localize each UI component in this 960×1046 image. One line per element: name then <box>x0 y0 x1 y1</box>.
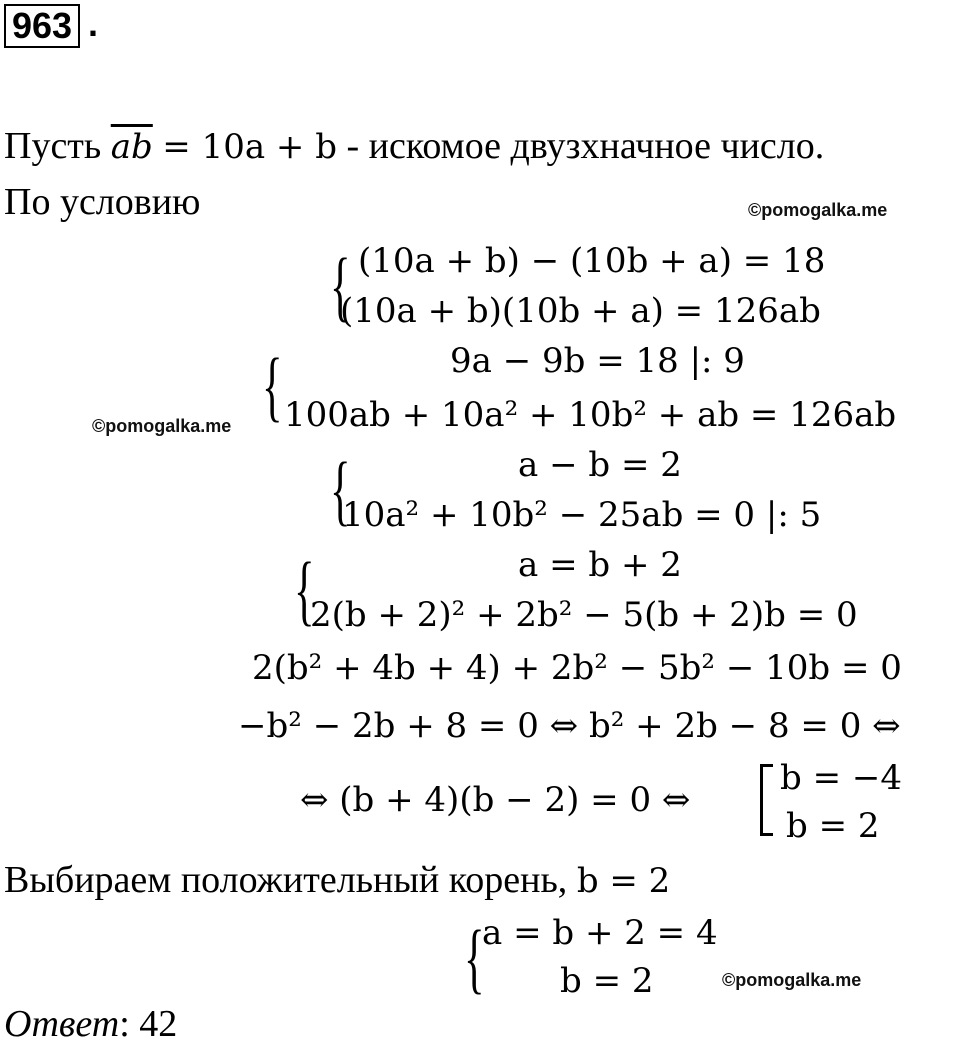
root-1: b = −4 <box>780 758 902 798</box>
brace-icon: { <box>464 914 485 1001</box>
system-3-line-1: a − b = 2 <box>518 445 682 485</box>
problem-number: 963 <box>4 4 80 48</box>
intro-equation: = 10a + b <box>162 127 337 167</box>
problem-number-dot: . <box>88 3 99 44</box>
system-2-line-2: 100ab + 10a² + 10b² + ab = 126ab <box>284 395 897 435</box>
choose-text: Выбираем положительный корень, <box>4 859 568 901</box>
intro-number-ab: $\overline{ab}$ <box>110 127 153 167</box>
brace-icon: { <box>262 342 283 429</box>
choose-line <box>4 858 670 903</box>
square-bracket-icon <box>760 764 773 836</box>
system-4-line-1: a = b + 2 <box>518 545 682 585</box>
equation-line-5: 2(b² + 4b + 4) + 2b² − 5b² − 10b = 0 <box>252 648 902 688</box>
answer-label: Ответ <box>4 1003 120 1045</box>
system-2-line-1: 9a − 9b = 18 |: 9 <box>450 341 745 381</box>
answer-line <box>4 1002 177 1046</box>
brace-icon: { <box>330 242 351 329</box>
system-4-line-2: 2(b + 2)² + 2b² − 5(b + 2)b = 0 <box>310 595 858 635</box>
system-3-line-2: 10a² + 10b² − 25ab = 0 |: 5 <box>342 495 822 535</box>
equation-line-6: −b² − 2b + 8 = 0 ⇔ b² + 2b − 8 = 0 ⇔ <box>238 706 901 746</box>
brace-icon: { <box>330 446 351 533</box>
watermark: ©pomogalka.me <box>92 416 232 436</box>
equation-line-7: ⇔ (b + 4)(b − 2) = 0 ⇔ <box>300 780 691 820</box>
watermark: ©pomogalka.me <box>748 200 888 220</box>
condition-text: По условию <box>4 181 201 223</box>
brace-icon: { <box>294 546 315 633</box>
choose-equation: b = 2 <box>576 861 671 901</box>
intro-rest: - искомое двузхначное число. <box>346 125 825 167</box>
intro-line <box>4 124 824 169</box>
system-final-line-1: a = b + 2 = 4 <box>482 913 718 953</box>
system-1-line-2: (10a + b)(10b + a) = 126ab <box>340 291 821 331</box>
system-final-line-2: b = 2 <box>560 961 654 1001</box>
system-1-line-1: (10a + b) − (10b + a) = 18 <box>358 241 826 281</box>
root-2: b = 2 <box>786 806 880 846</box>
intro-word: Пусть <box>4 125 102 167</box>
watermark: ©pomogalka.me <box>722 970 862 990</box>
answer-value: : 42 <box>119 1003 178 1045</box>
